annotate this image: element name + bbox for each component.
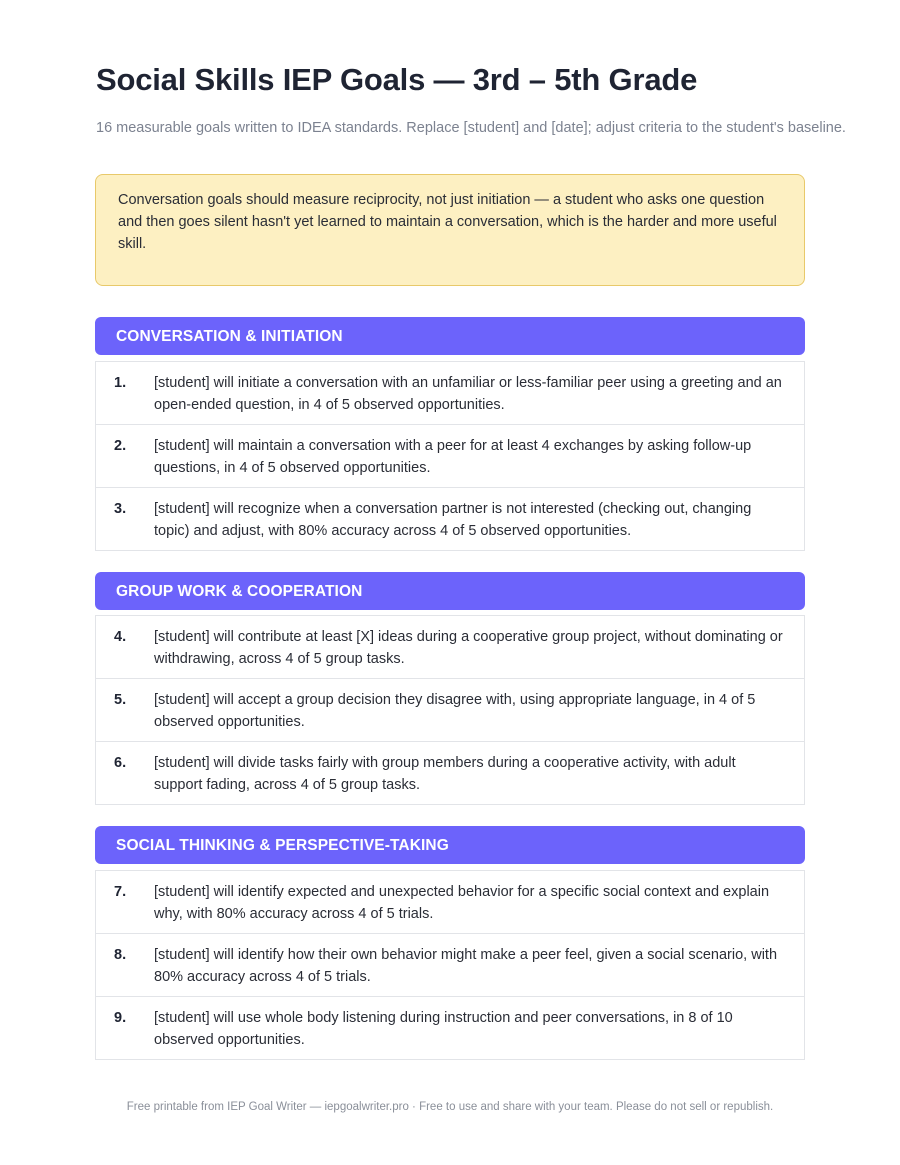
goal-item (95, 615, 805, 679)
goal-text: [student] will accept a group decision they disagree with, using appropriate language, in 4 of 5 observed opportunities. (154, 692, 756, 730)
goal-item (95, 361, 805, 425)
goal-text: [student] will maintain a conversation with a peer for at least 4 exchanges by asking follow-up questions, in 4 of 5 observed opportunities. (154, 438, 752, 476)
goal-item (95, 934, 805, 997)
page-subtitle: 16 measurable goals written to IDEA standards. Replace [student] and [date]; adjust criteria to the student's baseline. (96, 120, 846, 136)
goal-text: [student] will identify expected and unexpected behavior for a specific social context and explain why, with 80% accuracy across 4 of 5 trials. (154, 884, 770, 922)
goal-text: [student] will use whole body listening during instruction and peer conversations, in 8 of 10 observed opportunities. (154, 1010, 733, 1048)
goal-list-conversation (95, 361, 805, 551)
goal-text: [student] will recognize when a conversation partner is not interested (checking out, changing topic) and adjust, with 80% accuracy across 4 of 5 observed opportunities. (154, 501, 752, 539)
goal-text: [student] will identify how their own behavior might make a peer feel, given a social scenario, with 80% accuracy across 4 of 5 trials. (154, 947, 778, 985)
goal-number: 2. (114, 438, 127, 454)
goal-item (95, 679, 805, 742)
section-header-group-work: GROUP WORK & COOPERATION (95, 572, 805, 610)
goal-item (95, 488, 805, 551)
goal-number: 8. (114, 947, 127, 963)
goal-item (95, 742, 805, 805)
goal-item (95, 997, 805, 1060)
section-header-social-thinking: SOCIAL THINKING & PERSPECTIVE-TAKING (95, 826, 805, 864)
goal-item (95, 425, 805, 488)
goal-item (95, 870, 805, 934)
goal-number: 7. (114, 884, 127, 900)
tip-callout: Conversation goals should measure reciprocity, not just initiation — a student who asks one question and then goes silent hasn't yet learned to maintain a conversation, which is the harder and more useful skill. (95, 174, 805, 286)
goal-number: 9. (114, 1010, 127, 1026)
goal-text: [student] will divide tasks fairly with group members during a cooperative activity, with adult support fading, across 4 of 5 group tasks. (154, 755, 736, 793)
goal-number: 6. (114, 755, 127, 771)
section-header-conversation: CONVERSATION & INITIATION (95, 317, 805, 355)
goal-number: 3. (114, 501, 127, 517)
goal-number: 4. (114, 629, 127, 645)
goal-number: 1. (114, 375, 127, 391)
goal-text: [student] will initiate a conversation with an unfamiliar or less-familiar peer using a greeting and an open-ended question, in 4 of 5 observed opportunities. (154, 375, 782, 413)
page-footer: Free printable from IEP Goal Writer — iepgoalwriter.pro · Free to use and share with your team. Please do not sell or republish. (126, 1101, 774, 1113)
page-title: Social Skills IEP Goals — 3rd – 5th Grade (96, 62, 698, 97)
goal-list-group-work (95, 615, 805, 805)
goal-text: [student] will contribute at least [X] ideas during a cooperative group project, without dominating or withdrawing, across 4 of 5 group tasks. (154, 629, 783, 667)
goal-list-social-thinking (95, 870, 805, 1060)
goal-number: 5. (114, 692, 127, 708)
